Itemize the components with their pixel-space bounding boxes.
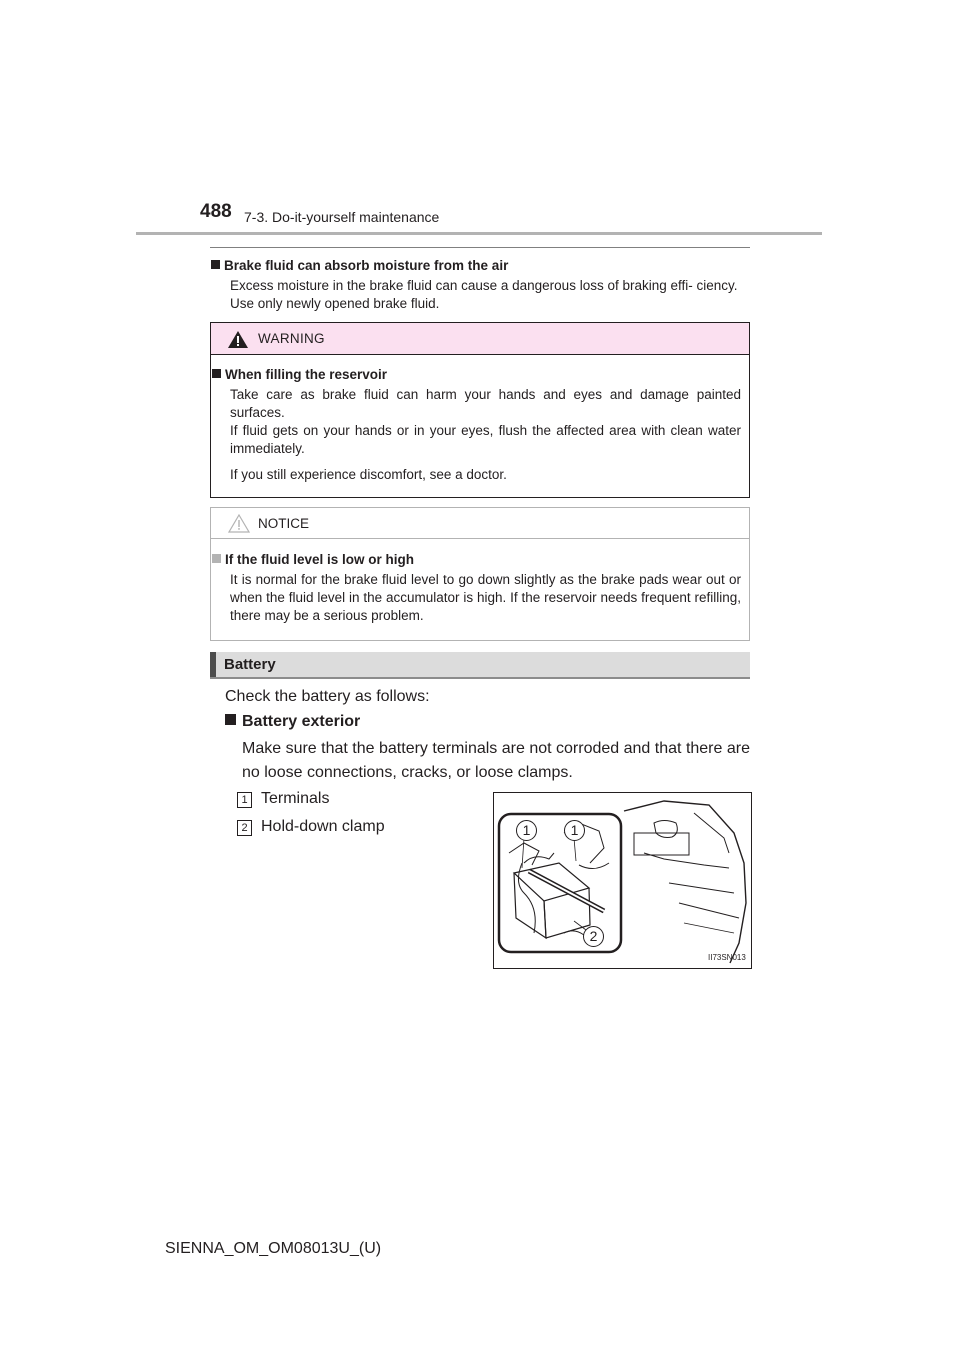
warning-box [210, 322, 750, 498]
list-item [237, 790, 330, 808]
section-label: 7-3. Do-it-yourself maintenance [244, 209, 440, 225]
bullet-square-icon [225, 714, 236, 725]
figure-code: II73SN013 [708, 953, 746, 962]
callout-marker: 2 [583, 926, 604, 947]
notice-box [210, 507, 750, 641]
notice-title: If the fluid level is low or high [225, 552, 415, 567]
callout-marker: 1 [564, 820, 585, 841]
warning-label: WARNING [258, 331, 325, 346]
battery-exterior-text: Make sure that the battery terminals are not corroded and that there are no loose connections, cracks, or loose clamps. [242, 740, 750, 781]
callout-marker: 1 [516, 820, 537, 841]
warning-icon [228, 331, 248, 348]
section-divider [210, 247, 750, 248]
battery-intro: Check the battery as follows: [225, 688, 430, 705]
brake-fluid-title: Brake fluid can absorb moisture from the air [224, 258, 509, 273]
page-number: 488 [200, 201, 232, 222]
brake-fluid-text: Excess moisture in the brake fluid can cause a dangerous loss of braking effi- ciency. Use only newly opened brake fluid. [230, 278, 738, 311]
battery-section-heading [210, 652, 750, 679]
battery-exterior-title: Battery exterior [242, 713, 361, 730]
notice-header [211, 508, 749, 539]
item-label: Hold-down clamp [261, 818, 385, 835]
item-number: 2 [237, 820, 252, 836]
footer-doc-id: SIENNA_OM_OM08013U_(U) [165, 1240, 382, 1257]
brake-fluid-heading [211, 258, 508, 273]
header-rule [136, 232, 822, 235]
warning-paragraph: If fluid gets on your hands or in your eyes, flush the affected area with clean water immediately. [230, 423, 741, 456]
engine-bay-drawing [494, 793, 751, 968]
battery-illustration [493, 792, 752, 969]
item-label: Terminals [261, 790, 330, 807]
warning-paragraph: If you still experience discomfort, see a doctor. [230, 467, 507, 482]
notice-heading [212, 552, 414, 567]
list-item [237, 818, 385, 836]
heading-accent [210, 652, 216, 677]
warning-paragraph: Take care as brake fluid can harm your hands and eyes and damage painted surfaces. [230, 387, 741, 420]
caution-outline-icon [228, 514, 250, 533]
warning-title: When filling the reservoir [225, 367, 388, 382]
battery-title: Battery [224, 656, 276, 673]
bullet-square-icon [212, 554, 221, 563]
warning-body [230, 386, 741, 492]
battery-exterior-heading [225, 713, 360, 731]
bullet-square-icon [212, 369, 221, 378]
bullet-square-icon [211, 260, 220, 269]
notice-label: NOTICE [258, 516, 310, 531]
warning-heading [212, 367, 387, 382]
notice-text: It is normal for the brake fluid level to go down slightly as the brake pads wear out or when the fluid level in the accumulator is high. If the reservoir needs frequent refilling, there may be a serious problem. [230, 572, 741, 623]
item-number: 1 [237, 792, 252, 808]
warning-header [211, 323, 749, 355]
